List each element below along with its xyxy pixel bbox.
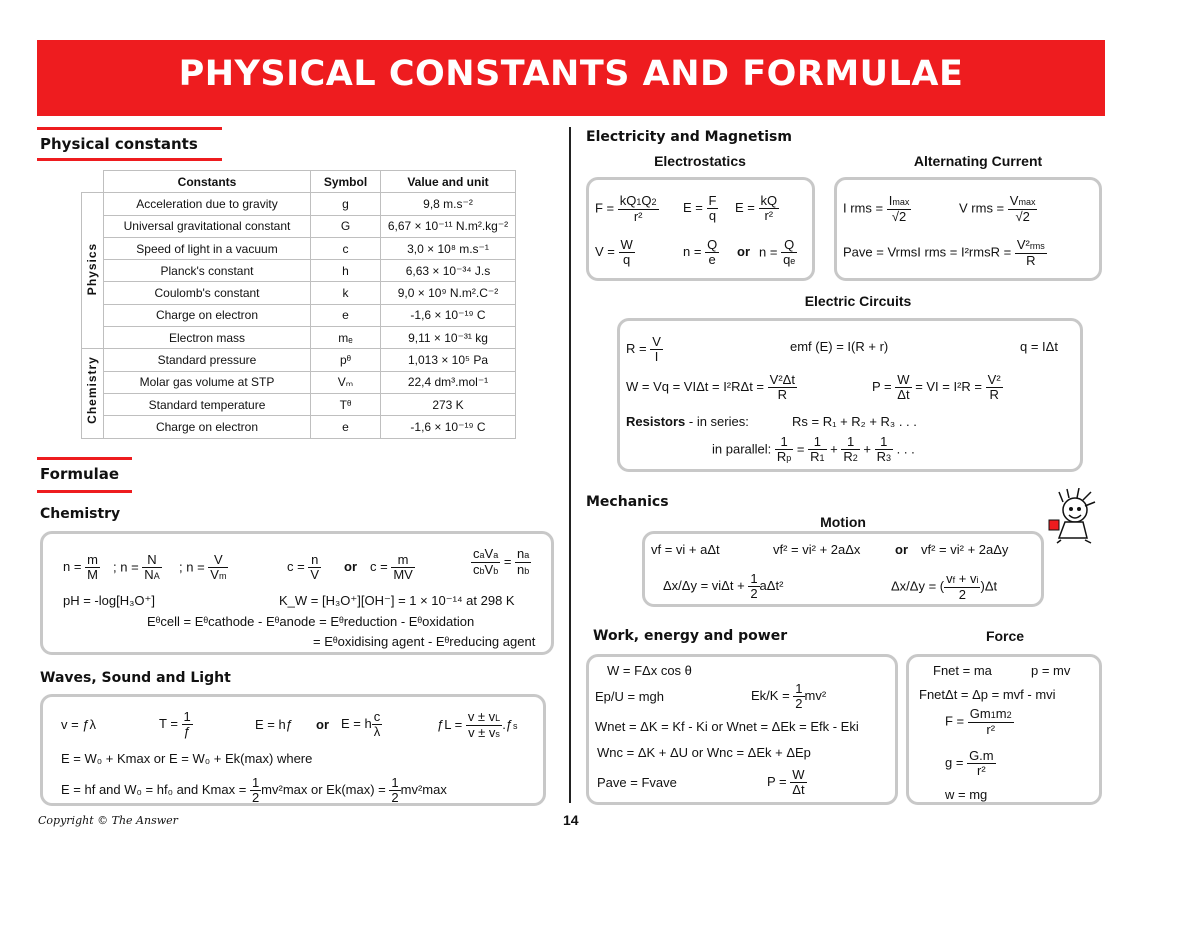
col-header-symbol: Symbol [311,171,381,193]
heading-force: Force [985,628,1025,644]
group-label-physics: Physics [85,242,99,296]
table-row: Planck's constant h 6,63 × 10⁻³⁴ J.s [82,260,516,282]
table-row: Universal gravitational constant G 6,67 × 10⁻¹¹ N.m².kg⁻² [82,215,516,237]
electrostatics-formula-box: F = $\frac{kQ1Q2}{\text{r²}}$ E = $\frac{F}{q}$ E = $\frac{kQ}{\text{r²}}$ V = $\frac{W}{q}$ n = $\frac{Q}{e}$ or n = $\frac{Q}{qe}$ [586,177,815,281]
ac-formula-box: I rms = $\frac{Imax}{√2}$ V rms = $\frac{Vmax}{√2}$ Pave = VrmsI rms = I²rmsR = $\frac{\text{V²rms}}{R}$ [834,177,1102,281]
col-header-value: Value and unit [381,171,516,193]
heading-formulae: Formulae [40,465,120,483]
waves-formula-box: v = ƒλ T = $\frac{1}{ƒ}$ E = hƒ or E = h $\frac{c}{\lambda}$ ƒL = $\frac{v \pm vL}{v \pm vs}$ .ƒs E = W₀ + Kmax or E = W₀ + Ek(max) where E = hf and W₀ = hf₀ and Kmax = $\frac{1}{2}$ mv²max or Ek(max) = $\frac{1}{2}$ mv²max [40,694,546,806]
page-title: PHYSICAL CONSTANTS AND FORMULAE [178,54,964,94]
col-header-constants: Constants [104,171,311,193]
table-row: Electron mass mₑ 9,11 × 10⁻³¹ kg [82,327,516,349]
constants-table [81,170,516,439]
table-row: Charge on electron e -1,6 × 10⁻¹⁹ C [82,416,516,438]
heading-mechanics: Mechanics [586,494,669,510]
heading-waves: Waves, Sound and Light [40,670,231,686]
heading-work-energy-power: Work, energy and power [593,628,788,644]
section-rule [37,158,222,161]
table-row: Molar gas volume at STP Vₘ 22,4 dm³.mol⁻¹ [82,371,516,393]
title-banner [37,40,1105,116]
heading-motion: Motion [820,514,866,530]
heading-electrostatics: Electrostatics [654,153,746,169]
cartoon-icon [1047,488,1099,544]
table-row: Charge on electron e -1,6 × 10⁻¹⁹ C [82,304,516,326]
copyright: Copyright © The Answer [38,814,178,827]
circuits-formula-box: R = $\frac{V}{I}$ emf (E) = I(R + r) q = IΔt W = Vq = VIΔt = I²RΔt = $\frac{\text{V²Δt}}{R}$ P = $\frac{W}{\Delta t}$ = VI = I²R = $\frac{\text{V²}}{R}$ Resistors - in series: Rs = R₁ + R₂ + R₃ . . . in parallel: $\frac{1}{Rp}$ = $\frac{1}{R1}$ + $\frac{1}{R2}$ + $\frac{1}{R3}$ . . . [617,318,1083,472]
heading-alternating-current: Alternating Current [913,153,1043,169]
heading-physical-constants: Physical constants [40,135,198,153]
table-row: Standard temperature Tᶿ 273 K [82,393,516,415]
column-divider [569,127,571,803]
section-rule [37,490,132,493]
force-formula-box: Fnet = ma p = mv FnetΔt = Δp = mvf - mvi F = $\frac{Gm1m2}{\text{r²}}$ g = $\frac{G.m}{\text{r²}}$ w = mg [906,654,1102,805]
group-label-chemistry: Chemistry [85,356,99,424]
table-row: Coulomb's constant k 9,0 × 10⁹ N.m².C⁻² [82,282,516,304]
page-number: 14 [563,812,579,828]
section-rule [37,127,222,130]
work-formula-box: W = FΔx cos θ Ep/U = mgh Ek/K = $\frac{1}{2}$ mv² Wnet = ΔK = Kf - Ki or Wnet = ΔEk = Efk - Eki Wnc = ΔK + ΔU or Wnc = ΔEk + ΔEp Pave = Fvave P = $\frac{W}{\Delta t}$ [586,654,898,805]
table-row: Speed of light in a vacuum c 3,0 × 10⁸ m.s⁻¹ [82,237,516,259]
heading-chemistry: Chemistry [40,506,121,522]
table-row: Acceleration due to gravity g 9,8 m.s⁻² [82,193,516,215]
section-rule [37,457,132,460]
table-row: Standard pressure pᶿ 1,013 × 10⁵ Pa [82,349,516,371]
heading-electricity-magnetism: Electricity and Magnetism [586,129,792,145]
chemistry-formula-box: n = $\frac{m}{M}$ ; n = $\frac{N}{NA}$ ; n = $\frac{V}{Vm}$ c = $\frac{n}{V}$ or c = $\frac{m}{MV}$ $\frac{\text{caVa}}{\text{cbVb}}$ = $\frac{na}{nb}$ pH = -log[H₃O⁺] K_W = [H₃O⁺][OH⁻] = 1 × 10⁻¹⁴ at 298 K Eᶿcell = Eᶿcathode - Eᶿanode = Eᶿreduction - Eᶿoxidation = Eᶿoxidising agent - Eᶿreducing agent [40,531,554,655]
heading-electric-circuits: Electric Circuits [804,293,912,309]
motion-formula-box: vf = vi + aΔt vf² = vi² + 2aΔx or vf² = vi² + 2aΔy Δx/Δy = viΔt + $\frac{1}{2}$ aΔt² Δx/Δy = ( $\frac{vf + vi}{2}$ )Δt [642,531,1044,607]
